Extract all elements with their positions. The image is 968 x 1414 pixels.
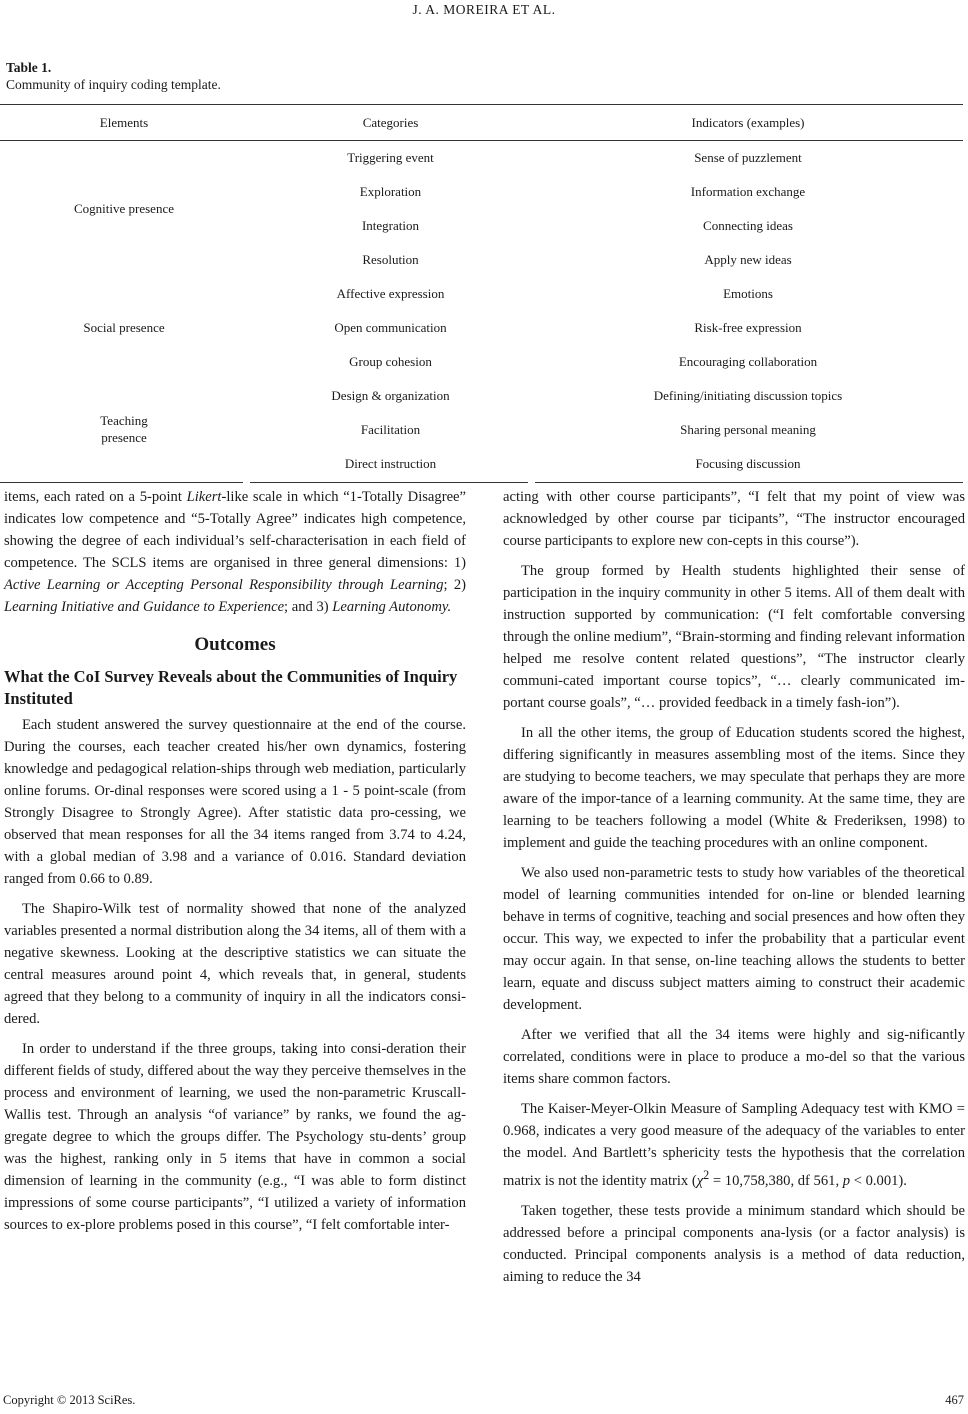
paragraph: Each student answered the survey questionnaire at the end of the course. During the courses, each teacher created his/her own dynamics, fostering knowledge and pedagogical relation-ships through web mediation, particularly online forums. Or-dinal responses were scored using a 1 - 5 point-scale (from Strongly Disagree to Strongly Agree). After statistic data pro-cessing, we observed that mean responses for all the 34 items ranged from 3.74 to 4.24, with a global median of 3.98 and a variance of 0.016. Standard deviation ranged from 0.66 to 0.89. — [4, 717, 466, 887]
table-indicator-cell: Defining/initiating discussion topics — [653, 388, 843, 403]
paragraph: acting with other course participants”, “I felt that my point of view was acknowledged by other course par ticipants”, “The instructor encouraged course participants to explore new con-cepts in this course”). — [503, 489, 965, 549]
paragraph: The group formed by Health students highlighted their sense of participation in the inquiry community in other 5 items. All of them dealt with instruction supported by communication: (“I felt comfortable conversing through the online medium”, “Brain-storming and finding relevant information helped me resolve content related questions”, “The instructor clearly communi-cated important course topics”, “… clearly communicated im-portant course goals”, “… provided feedback in a timely fash-ion”). — [503, 563, 965, 711]
paragraph: After we verified that all the 34 items were highly and sig-nificantly correlated, conditions were in place to produce a mo-del so that the various items share common factors. — [503, 1027, 965, 1087]
table-category-cell: Facilitation — [360, 422, 421, 437]
table-indicator-cell: Connecting ideas — [703, 218, 793, 233]
table-header-cell: Indicators (examples) — [691, 115, 805, 130]
copyright-footer: Copyright © 2013 SciRes. — [3, 1393, 136, 1407]
table-header-cell: Elements — [99, 115, 149, 130]
table-indicator-cell: Risk-free expression — [694, 320, 802, 335]
table-category-cell: Resolution — [362, 252, 419, 267]
paragraph: We also used non-parametric tests to study how variables of the theoretical model of learning communities intended for on-line or blended learning behave in terms of cognitive, teaching and social presences and how often they occur. This way, we expected to infer the probability that a particular event may occur again. In that sense, on-line teaching allows the students to better learn, equate and discuss subject matters aiming to construct their academic development. — [503, 865, 965, 1013]
table-indicator-cell: Sense of puzzlement — [694, 150, 802, 165]
table-top-rule — [0, 104, 963, 105]
table-category-cell: Integration — [361, 218, 420, 233]
section-heading: Outcomes — [194, 634, 276, 655]
table-category-cell: Design & organization — [331, 388, 450, 403]
table-label: Table 1. — [6, 60, 52, 75]
table-element-cell: Cognitive presence — [74, 200, 174, 216]
table-caption — [6, 59, 221, 93]
paragraph: The Shapiro-Wilk test of normality showed that none of the analyzed variables presented a normal distribution along the 34 items, all of them with a negative skewness. Looking at the descriptive statistics we can situate the central measures around point 4, which reveals that, in general, students agreed that they belong to a community of inquiry in all the indicators consi-dered. — [4, 901, 466, 1027]
table-indicator-cell: Information exchange — [690, 184, 806, 199]
table-indicator-cell: Focusing discussion — [695, 456, 801, 471]
right-column — [503, 486, 965, 1288]
table-element-cell: Social presence — [83, 319, 165, 335]
table-category-cell: Open communication — [334, 320, 447, 335]
table-title: Community of inquiry coding template. — [6, 77, 221, 92]
paragraph: The Kaiser-Meyer-Olkin Measure of Sampling Adequacy test with KMO = 0.968, indicates a very good measure of the adequacy of the variables to enter the model. And Bartlett’s sphericity tests the hypothesis that the correlation matrix is not the identity matrix ($\chi^2 = 10,758,380$, df 561, p < 0.001). — [503, 1101, 965, 1189]
paragraph: In order to understand if the three groups, taking into consi-deration their different fields of study, differed about the way they perceive themselves in the process and environment of learning, we used the non-parametric Kruscall-Wallis test. Through an analysis “of variance” by ranks, we found the ag-gregate degree to which the groups differ. The Psychology stu-dents’ group was the highest, ranking only in 5 items that have in common a social dimension of learning in the community (e.g., “I was able to form distinct impressions of some course participants”, “I utilized a variety of information sources to ex-plore problems posed in this course”, “I felt comfortable inter- — [4, 1041, 466, 1233]
paragraph: items, each rated on a 5-point Likert-like scale in which “1-Totally Disagree” indicates low competence and “5-Totally Agree” indicates high competence, showing the degree of each individual’s self-characterisation in each field of competence. The SCLS items are organised in three general dimensions: 1) Active Learning or Accepting Personal Responsibility through Learning; 2) Learning Initiative and Guidance to Experience; and 3) Learning Autonomy. — [4, 489, 466, 615]
table-header-rule — [0, 140, 963, 141]
table-category-cell: Direct instruction — [344, 456, 437, 471]
running-header: J. A. MOREIRA ET AL. — [412, 2, 556, 17]
table-indicator-cell: Apply new ideas — [704, 252, 792, 267]
subsection-heading: What the CoI Survey Reveals about the Communities of Inquiry Instituted — [4, 667, 458, 708]
table-element-cell: Teaching presence — [100, 413, 148, 445]
table-indicator-cell: Sharing personal meaning — [680, 422, 816, 437]
left-column — [4, 486, 466, 1236]
table-bottom-rule — [0, 482, 243, 483]
table-category-cell: Affective expression — [336, 286, 445, 301]
page-number: 467 — [945, 1393, 964, 1407]
table-bottom-rule — [250, 482, 528, 483]
table-bottom-rule — [535, 482, 963, 483]
paragraph: In all the other items, the group of Education students scored the highest, differing significantly in measures assembling most of the items. Since they are studying to become teachers, we may speculate that perhaps they are more aware of the impor-tance of a learning community. At the same time, they are learning to be teachers following a model (White & Frederiksen, 1998) to implement and guide the teaching procedures with an online component. — [503, 725, 965, 851]
table-indicator-cell: Encouraging collaboration — [678, 354, 818, 369]
table-indicator-cell: Emotions — [723, 286, 773, 301]
table-header-cell: Categories — [362, 115, 419, 130]
paragraph: Taken together, these tests provide a minimum standard which should be addressed before a principal components ana-lysis (or a factor analysis) is conducted. Principal components analysis is a method of data reduction, aiming to reduce the 34 — [503, 1202, 965, 1285]
table-category-cell: Exploration — [359, 184, 422, 199]
table-category-cell: Group cohesion — [349, 354, 432, 369]
table-category-cell: Triggering event — [347, 150, 434, 165]
